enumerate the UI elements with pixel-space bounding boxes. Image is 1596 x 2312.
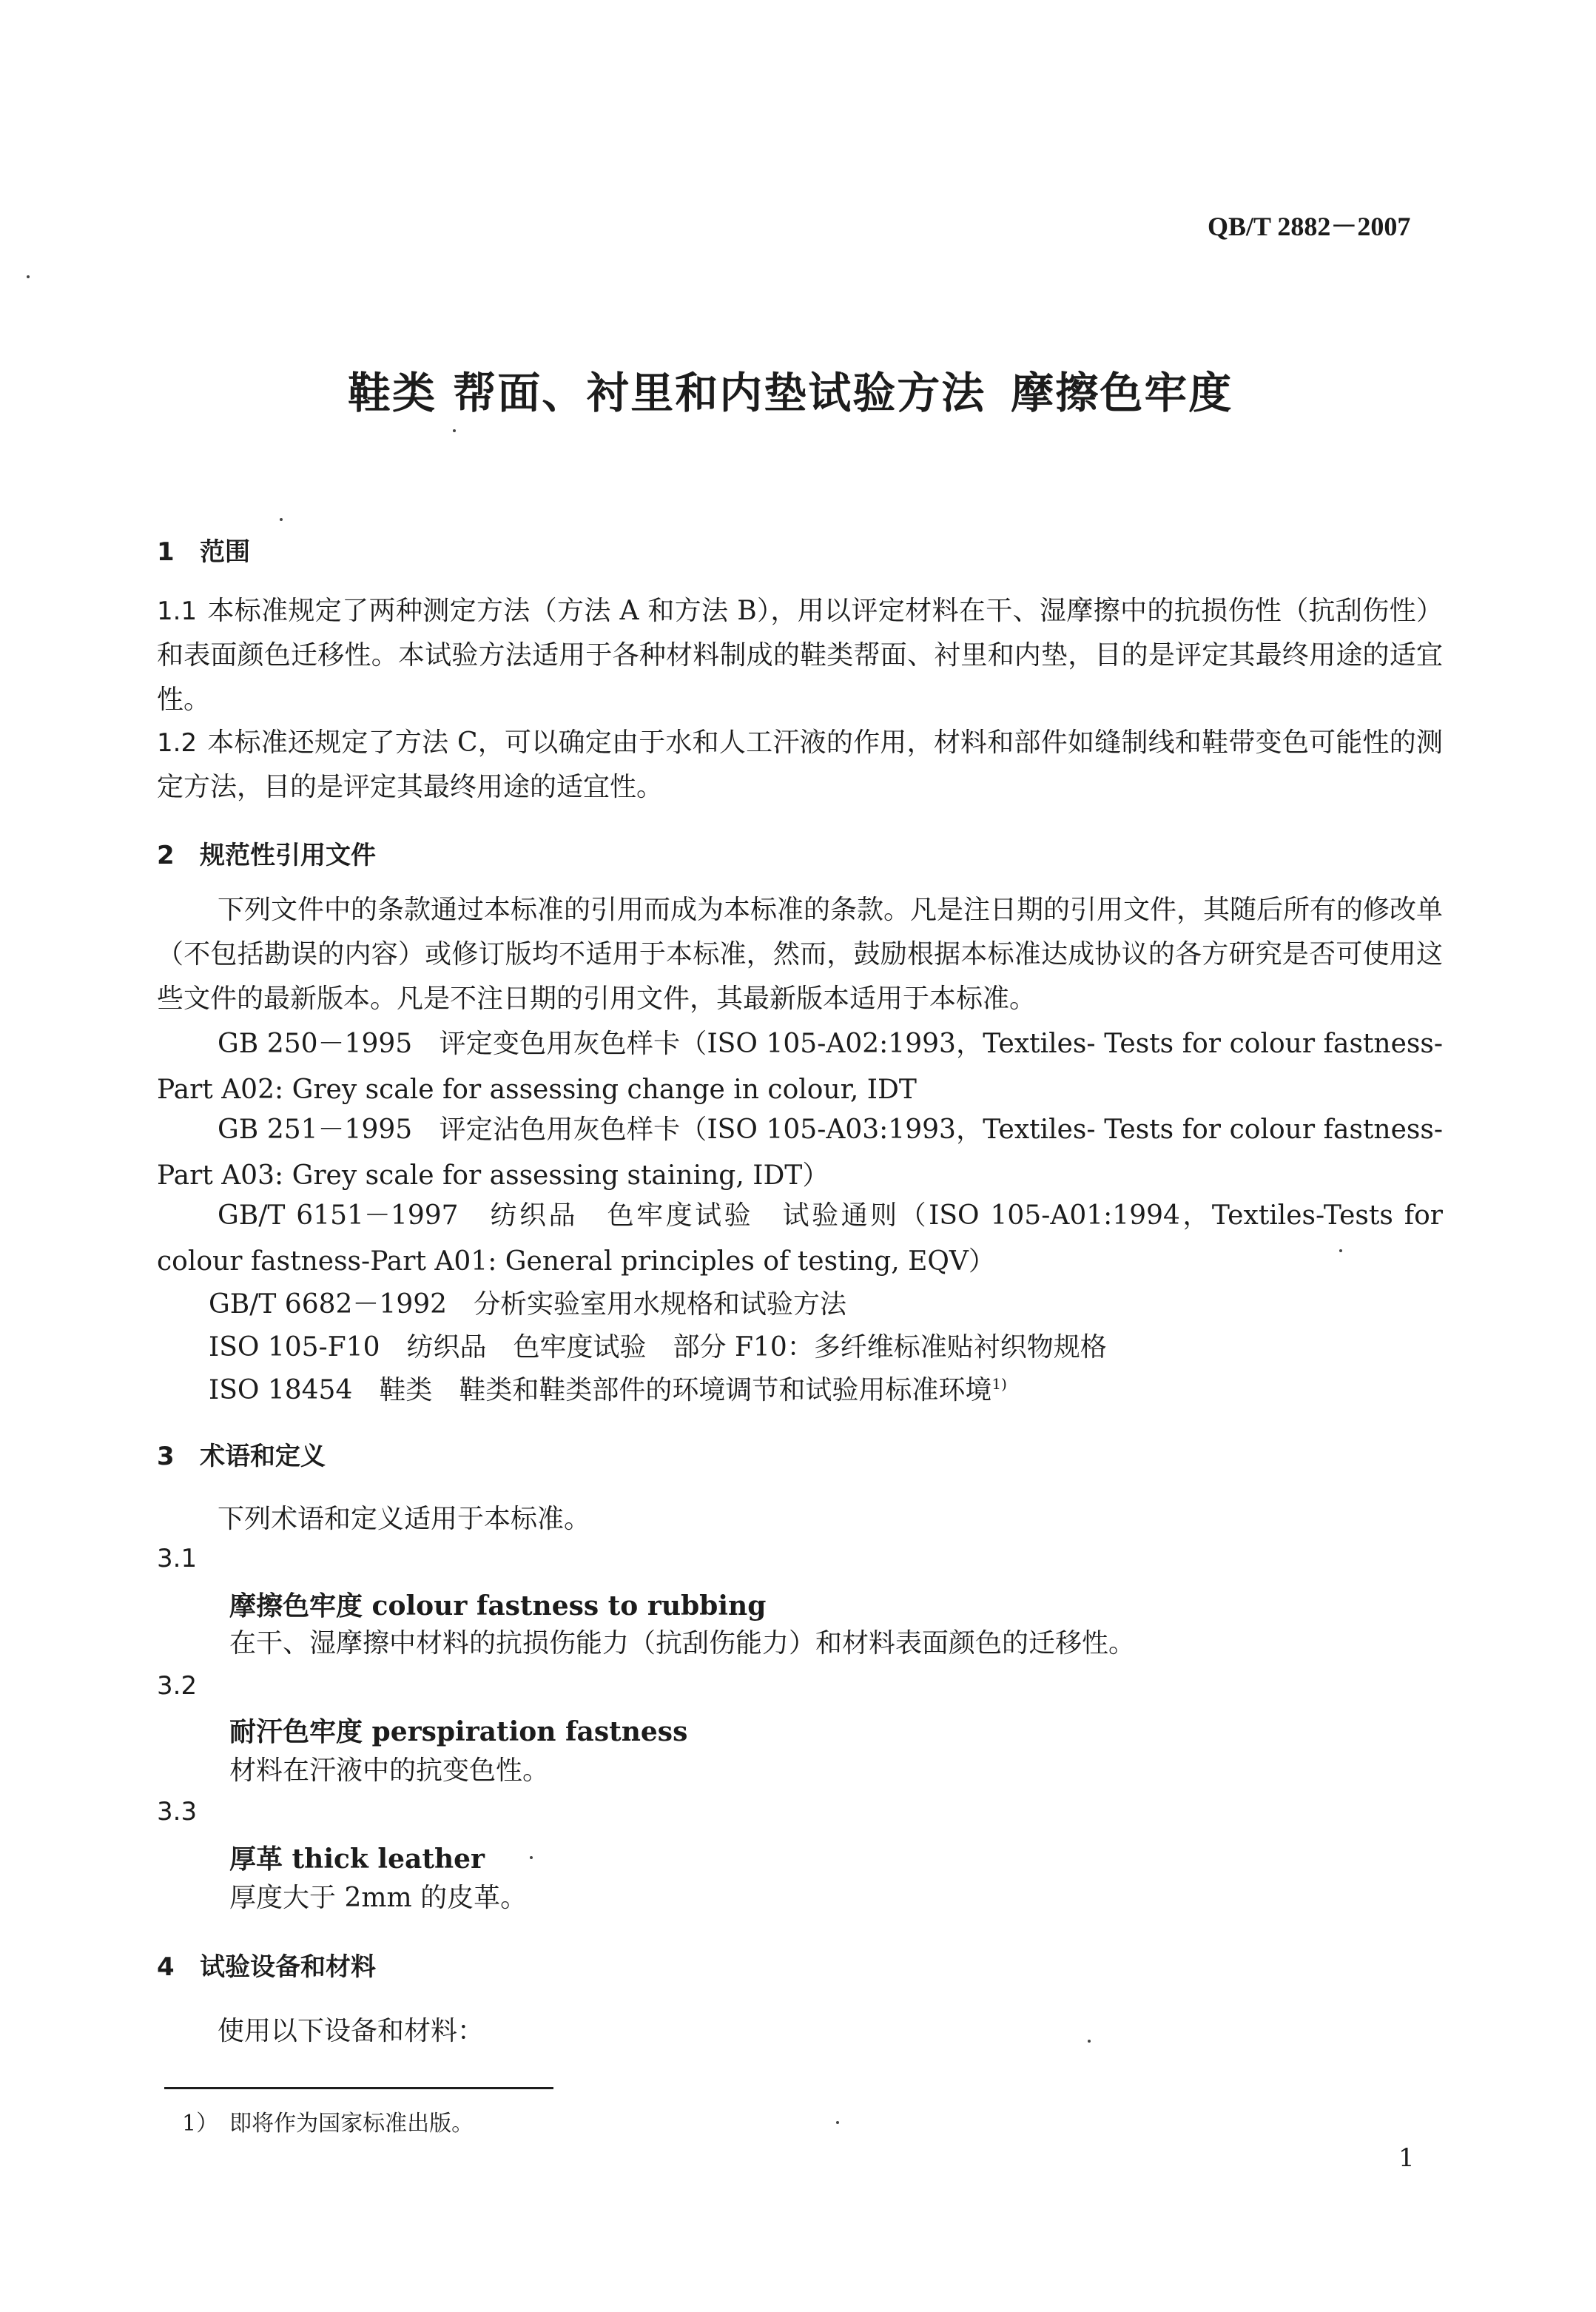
section-number: 2 [157,841,175,870]
scan-speck [1088,2040,1091,2043]
reference-text: ISO 18454 鞋类 鞋类和鞋类部件的环境调节和试验用标准环境 [209,1375,992,1405]
clause-number: 1.2 [157,728,198,758]
term-definition: 在干、湿摩擦中材料的抗损伤能力（抗刮伤能力）和材料表面颜色的迁移性。 [229,1628,1136,1659]
clause-number: 1.1 [157,597,198,626]
footnote-marker: 1) [991,1375,1007,1393]
section-3-heading [157,1436,326,1472]
footnote-rule [164,2087,553,2089]
term-number: 3.2 [157,1671,198,1701]
section-number: 4 [157,1952,175,1982]
section-4-heading [157,1946,376,1983]
reference-item: GB 251－1995 评定沾色用灰色样卡（ISO 105-A03:1993，Textiles- Tests for colour fastness- Part A03: Grey scale for assessing staining, IDT） [157,1115,1443,1191]
clause-1-1 [157,589,1443,722]
term-name: 厚革 thick leather [229,1844,485,1875]
document-title [348,358,1233,420]
title-part2: 摩擦色牢度 [1011,368,1233,418]
section-number: 1 [157,537,175,567]
section-number: 3 [157,1442,175,1471]
reference-item: GB/T 6151－1997 纺织品 色牢度试验 试验通则（ISO 105-A01:1994，Textiles-Tests for colour fastness-Part A01: General principles of testing, EQV） [157,1200,1443,1277]
normative-intro: 下列文件中的条款通过本标准的引用而成为本标准的条款。凡是注日期的引用文件，其随后所有的修改单（不包括勘误的内容）或修订版均不适用于本标准，然而，鼓励根据本标准达成协议的各方研究是否可使用这些文件的最新版本。凡是不注日期的引用文件，其最新版本适用于本标准。 [157,895,1444,1014]
scan-speck [530,1856,533,1859]
page-number: 1 [1398,2143,1415,2173]
scan-speck [280,518,283,521]
scan-speck [27,275,30,278]
scan-speck [1339,1249,1342,1252]
title-part1: 鞋类 帮面、衬里和内垫试验方法 [348,368,986,418]
scan-speck [453,429,456,432]
term-name: 摩擦色牢度 colour fastness to rubbing [229,1590,767,1622]
equipment-intro: 使用以下设备和材料： [218,2016,485,2046]
section-1-heading [157,531,250,568]
term-definition: 厚度大于 2mm 的皮革。 [229,1883,528,1913]
clause-text: 本标准还规定了方法 C，可以确定由于水和人工汗液的作用，材料和部件如缝制线和鞋带变色可能性的测定方法，目的是评定其最终用途的适宜性。 [157,727,1443,802]
footnote: 1） 即将作为国家标准出版。 [182,2111,474,2137]
reference-item [209,1369,1007,1407]
term-number: 3.3 [157,1797,198,1827]
term-name: 耐汗色牢度 perspiration fastness [229,1716,688,1747]
section-title: 规范性引用文件 [200,841,376,870]
reference-item: GB/T 6682－1992 分析实验室用水规格和试验方法 [209,1289,847,1320]
standard-code: QB/T 2882－2007 [1208,212,1411,241]
reference-item: GB 250－1995 评定变色用灰色样卡（ISO 105-A02:1993，Textiles- Tests for colour fastness- Part A02: Grey scale for assessing change in colour, IDT [157,1029,1443,1105]
terms-intro: 下列术语和定义适用于本标准。 [218,1504,591,1534]
scan-speck [836,2121,839,2124]
term-definition: 材料在汗液中的抗变色性。 [229,1755,550,1786]
section-title: 范围 [200,537,250,567]
section-title: 试验设备和材料 [200,1952,376,1982]
clause-1-2 [157,721,1443,810]
section-title: 术语和定义 [200,1442,326,1471]
section-2-heading [157,835,376,871]
term-number: 3.1 [157,1544,198,1573]
clause-text: 本标准规定了两种测定方法（方法 A 和方法 B），用以评定材料在干、湿摩擦中的抗损伤性（抗刮伤性）和表面颜色迁移性。本试验方法适用于各种材料制成的鞋类帮面、衬里和内垫，目的是评定其最终用途的适宜性。 [157,596,1443,715]
reference-item: ISO 105-F10 纺织品 色牢度试验 部分 F10：多纤维标准贴衬织物规格 [209,1332,1107,1362]
